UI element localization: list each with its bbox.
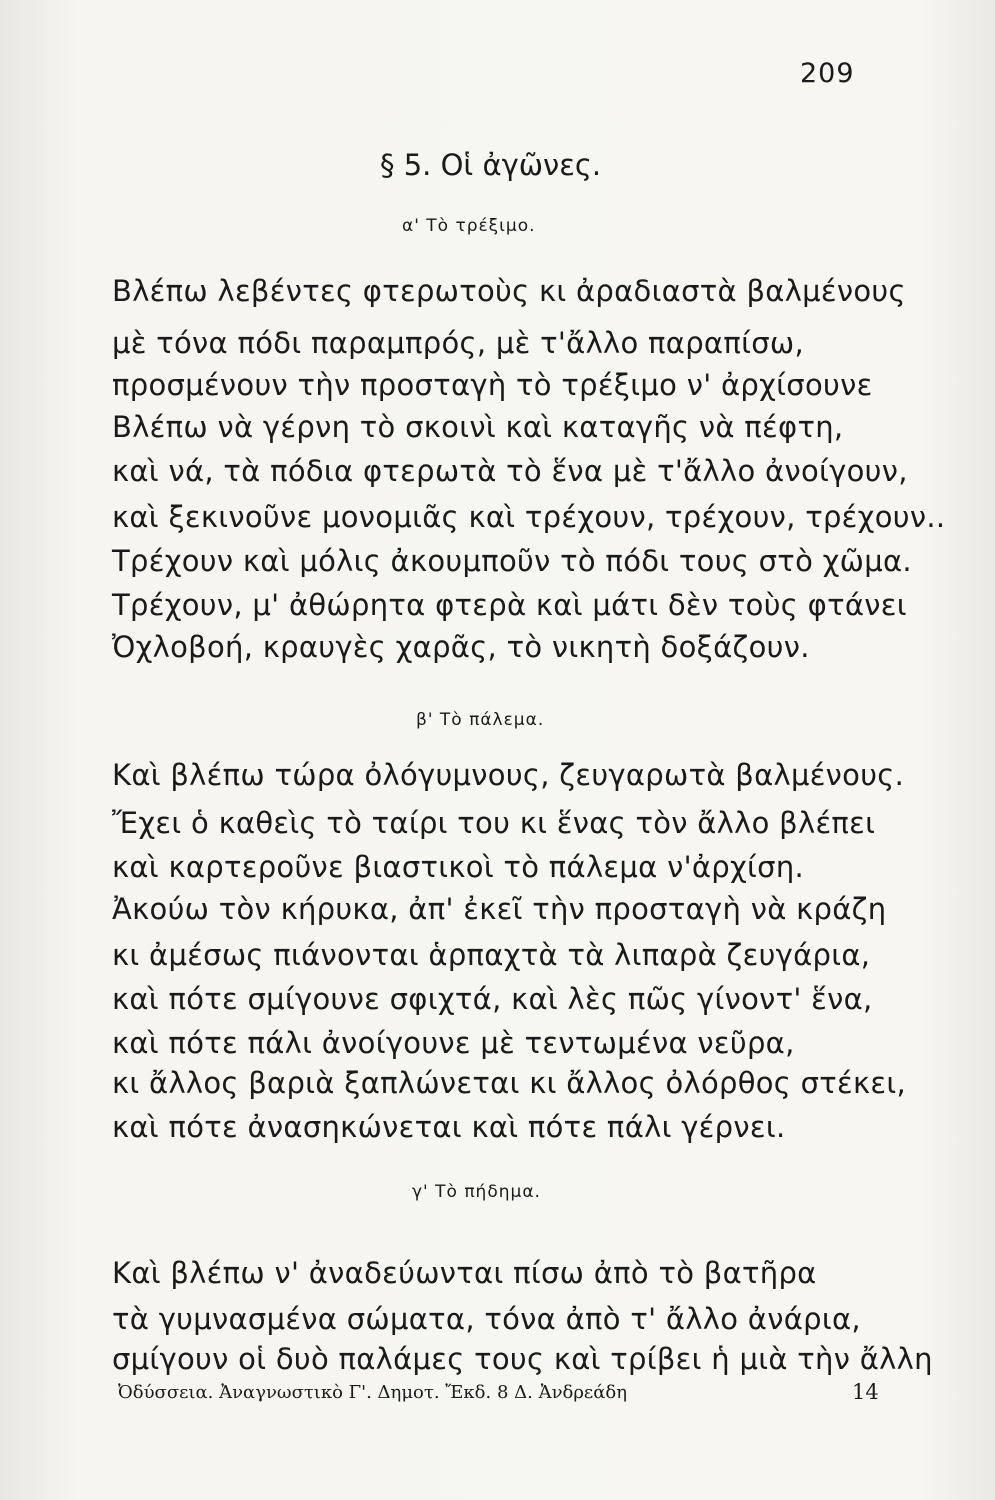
verse-line: Τρέχουν, μ' ἀθώρητα φτερὰ καὶ μάτι δὲν τοὺς φτάνει [112,588,907,622]
verse-line: Ἔχει ὁ καθεὶς τὸ ταίρι του κι ἕνας τὸν ἄλλο βλέπει [112,806,876,840]
verse-line: Ὀχλοβοή, κραυγὲς χαρᾶς, τὸ νικητὴ δοξάζουν. [112,630,810,664]
verse-line: τὰ γυμνασμένα σώματα, τόνα ἀπὸ τ' ἄλλο ἀνάρια, [112,1302,861,1336]
verse-line: μὲ τόνα πόδι παραμπρός, μὲ τ'ἄλλο παραπίσω, [112,326,805,360]
verse-line: Καὶ βλέπω τώρα ὀλόγυμνους, ζευγαρωτὰ βαλμένους. [112,758,905,792]
verse-line: Βλέπω λεβέντες φτερωτοὺς κι ἀραδιαστὰ βαλμένους [112,274,906,308]
verse-line: κι ἀμέσως πιάνονται ἁρπαχτὰ τὰ λιπαρὰ ζευγάρια, [112,938,871,972]
verse-line: Ἀκούω τὸν κήρυκα, ἀπ' ἐκεῖ τὴν προσταγὴ νὰ κράζη [112,892,887,926]
subtitle-jumping: γ' Τὸ πήδημα. [412,1182,541,1202]
page-number: 209 [800,58,855,89]
verse-line: καὶ ξεκινοῦνε μονομιᾶς καὶ τρέχουν, τρέχουν, τρέχουν.. [112,500,946,534]
verse-line: Καὶ βλέπω ν' ἀναδεύωνται πίσω ἀπὸ τὸ βατῆρα [112,1256,817,1290]
verse-line: Τρέχουν καὶ μόλις ἀκουμποῦν τὸ πόδι τους στὸ χῶμα. [112,544,912,578]
verse-line: κι ἄλλος βαριὰ ξαπλώνεται κι ἄλλος ὀλόρθος στέκει, [112,1066,907,1100]
verse-line: Βλέπω νὰ γέρνη τὸ σκοινὶ καὶ καταγῆς νὰ πέφτη, [112,410,844,444]
verse-line: καὶ καρτεροῦνε βιαστικοὶ τὸ πάλεμα ν'ἀρχίση. [112,850,805,884]
verse-line: καὶ πότε σμίγουνε σφιχτά, καὶ λὲς πῶς γίνοντ' ἕνα, [112,982,873,1016]
section-title: § 5. Οἱ ἀγῶνες. [380,148,602,182]
verse-line: καὶ νά, τὰ πόδια φτερωτὰ τὸ ἕνα μὲ τ'ἄλλο ἀνοίγουν, [112,454,908,488]
verse-line: σμίγουν οἱ δυὸ παλάμες τους καὶ τρίβει ἡ μιὰ τὴν ἄλλη [112,1342,933,1376]
footer-signature: 14 [852,1380,879,1404]
subtitle-running: α' Τὸ τρέξιμο. [402,216,536,236]
verse-line: καὶ πότε πάλι ἀνοίγουνε μὲ τεντωμένα νεῦρα, [112,1026,795,1060]
footer-source: Ὀδύσσεια. Ἀναγνωστικὸ Γ'. Δημοτ. Ἔκδ. 8 Δ. Ἀνδρεάδη [118,1382,628,1403]
subtitle-wrestling: β' Τὸ πάλεμα. [416,710,545,730]
verse-line: καὶ πότε ἀνασηκώνεται καὶ πότε πάλι γέρνει. [112,1110,786,1144]
verse-line: προσμένουν τὴν προσταγὴ τὸ τρέξιμο ν' ἀρχίσουνε [112,368,873,402]
